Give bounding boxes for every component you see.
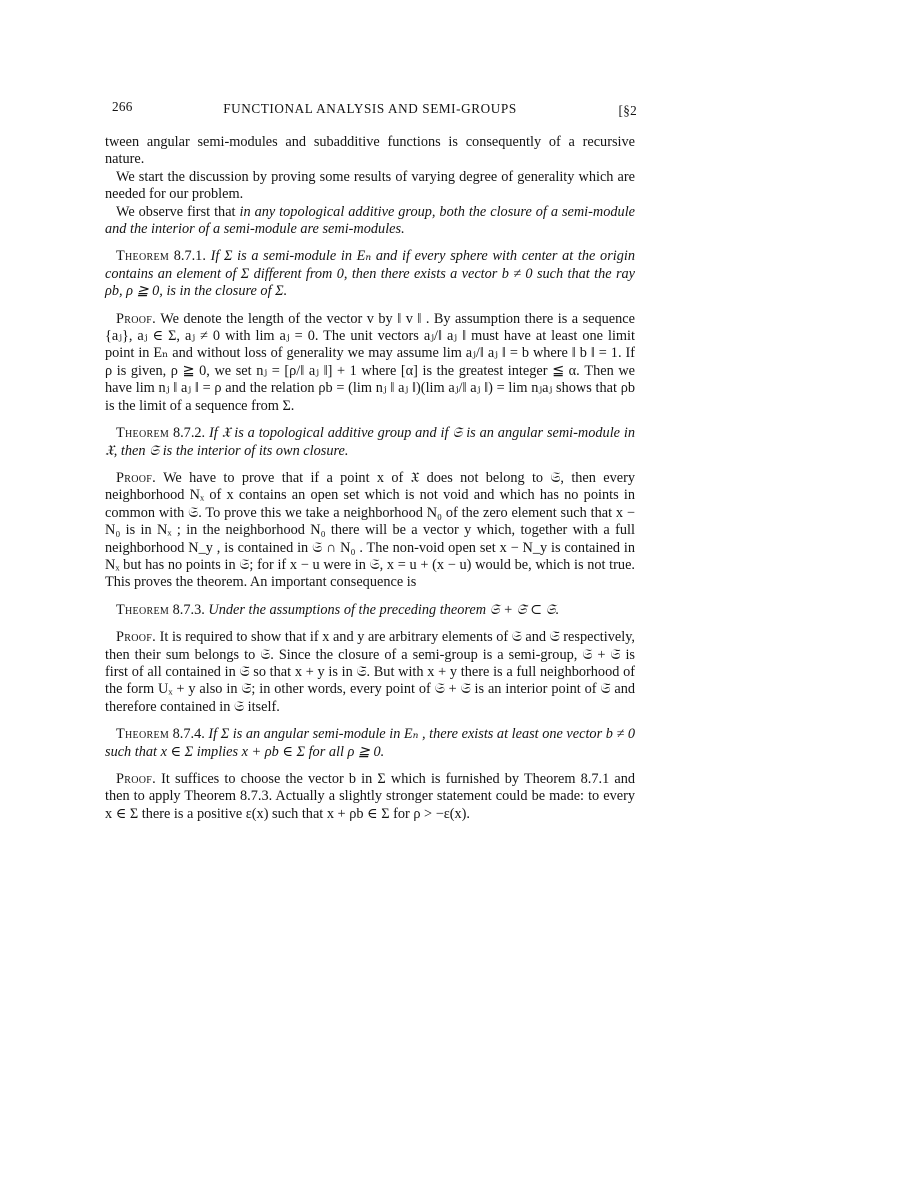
proof-text: It suffices to choose the vector b in Σ which is furnished by Theorem 8.7.1 and then to apply Theorem 8.7.3. Actually a slightly stronger statement could be made: to every x ∈ Σ there is a positive ε(x) such that x + ρb ∈ Σ for ρ > −ε(x). <box>105 771 636 822</box>
theorem-statement: If Σ is a semi-module in Eₙ and if every sphere with center at the origin contains an element of Σ different from 0, then there exists a vector b ≠ 0 such that the ray ρb, ρ ≧ 0, is in the closure of Σ. <box>105 248 635 300</box>
page-number: 266 <box>112 99 133 114</box>
proof-text: We denote the length of the vector v by ‖ v ‖ . By assumption there is a sequence {aⱼ}, aⱼ ∈ Σ, aⱼ ≠ 0 with lim aⱼ = 0. The unit vectors aⱼ/‖ aⱼ ‖ must have at least one limit point in Eₙ and without loss of generality we may assume lim aⱼ/‖ aⱼ ‖ = b where ‖ b ‖ = 1. If ρ is given, ρ ≧ 0, we set nⱼ = [ρ/‖ aⱼ ‖] + 1 where [α] is the greatest integer ≦ α. Then we have lim nⱼ ‖ aⱼ ‖ = ρ and the relation ρb = (lim nⱼ ‖ aⱼ ‖)(lim aⱼ/‖ aⱼ ‖) = lim nⱼaⱼ shows that ρb is the limit of a sequence from Σ. <box>105 310 635 414</box>
section-marker: [§2 <box>618 103 637 118</box>
theorem-8-7-2 <box>105 425 635 460</box>
theorem-statement: If 𝔛 is a topological additive group and if 𝔖 is an angular semi-module in 𝔛, then 𝔖 is the interior of its own closure. <box>105 425 636 459</box>
proof-label: Proof. <box>116 629 157 646</box>
theorem-number: 8.7.1. <box>173 248 206 265</box>
observation-statement: in any topological additive group, both the closure of a semi-module and the interior of a semi-module are semi-modules. <box>105 203 636 238</box>
theorem-8-7-1 <box>105 248 635 300</box>
theorem-8-7-3 <box>105 602 635 619</box>
proof-label: Proof. <box>116 469 157 486</box>
paragraph-start-discussion: We start the discussion by proving some results of varying degree of generality which are needed for our problem. <box>105 168 635 203</box>
paragraph-continued: tween angular semi-modules and subadditive functions is consequently of a recursive nature. <box>105 134 635 168</box>
theorem-label: Theorem <box>116 248 170 265</box>
theorem-number: 8.7.4. <box>172 726 205 743</box>
paragraph-observation <box>105 204 635 239</box>
page <box>105 98 635 823</box>
proof-label: Proof. <box>116 310 157 327</box>
theorem-statement: If Σ is an angular semi-module in Eₙ , there exists at least one vector b ≠ 0 such that x ∈ Σ implies x + ρb ∈ Σ for all ρ ≧ 0. <box>105 726 636 760</box>
observation-lead: We observe first that <box>116 203 240 220</box>
proof-text: It is required to show that if x and y are arbitrary elements of 𝔖 and 𝔖̄ respectively, then their sum belongs to 𝔖. Since the closure of a semi-group is a semi-group, 𝔖 + 𝔖̄ is first of all contained in 𝔖̄ so that x + y is in 𝔖̄. But with x + y there is a full neighborhood of the form Uₓ + y also in 𝔖̄; in other words, every point of 𝔖 + 𝔖̄ is an interior point of 𝔖̄ and therefore contained in 𝔖 itself. <box>105 629 635 715</box>
proof-8-7-3 <box>105 629 635 716</box>
theorem-8-7-4 <box>105 726 635 761</box>
theorem-label: Theorem <box>116 601 170 618</box>
theorem-number: 8.7.2. <box>172 425 206 442</box>
theorem-statement: Under the assumptions of the preceding theorem 𝔖 + 𝔖̄ ⊂ 𝔖. <box>208 601 560 618</box>
proof-8-7-2 <box>105 470 635 592</box>
theorem-label: Theorem <box>116 425 170 442</box>
running-header <box>105 98 635 118</box>
proof-8-7-1 <box>105 311 635 415</box>
theorem-number: 8.7.3. <box>172 601 205 618</box>
proof-text: We have to prove that if a point x of 𝔛 does not belong to 𝔖, then every neighborhood Nₓ of x contains an open set which is not void and which has no points in common with 𝔖. To prove this we take a neighborhood N₀ of the zero element such that x − N₀ is in Nₓ ; in the neighborhood N₀ there will be a vector y which, together with a full neighborhood N_y , is contained in 𝔖 ∩ N₀ . The non-void open set x − N_y is contained in Nₓ but has no points in 𝔖; for if x − u were in 𝔖, x = u + (x − u) would be, which is not true. This proves the theorem. An important consequence is <box>105 469 635 591</box>
theorem-label: Theorem <box>116 726 170 743</box>
proof-8-7-4 <box>105 771 635 823</box>
proof-label: Proof. <box>116 771 157 787</box>
running-title: FUNCTIONAL ANALYSIS AND SEMI-GROUPS <box>223 101 517 116</box>
